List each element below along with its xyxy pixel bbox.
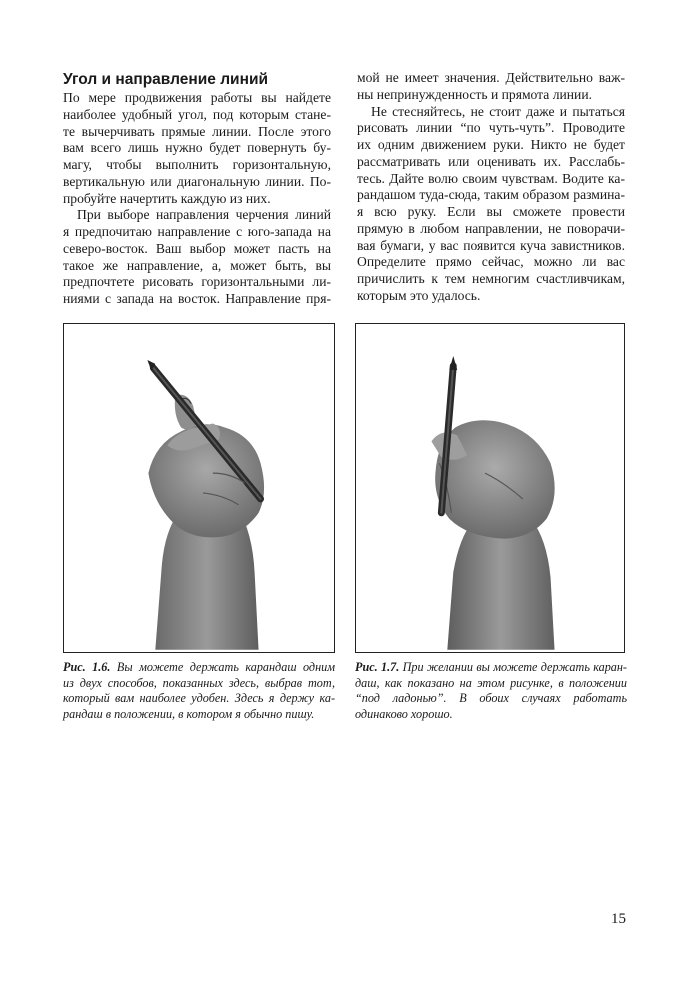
text-line: рандашом туда-сюда, таким образом размина- bbox=[357, 187, 625, 203]
hand-holding-pencil-writing-grip-image bbox=[64, 324, 334, 652]
caption-line: “под ладонью”. В обоих случаях работать bbox=[355, 691, 627, 706]
text-line: Определите прямо сейчас, можно ли вас bbox=[357, 254, 625, 270]
text-line: я предпочитаю направление с юго-запада на bbox=[63, 224, 331, 239]
text-line: ны непринужденность и прямота линии. bbox=[357, 86, 592, 102]
text-line: При выборе направления черчения линий bbox=[77, 207, 331, 223]
text-line: предпочтете рисовать горизонтальными ли- bbox=[63, 274, 331, 290]
text-line: те вычерчивать прямые линии. После этого bbox=[63, 123, 331, 139]
caption-line: рандаш в положении, в котором я обычно пишу. bbox=[63, 706, 315, 721]
text-line: мой не имеет значения. Действительно важ- bbox=[357, 70, 625, 85]
figure-label: Рис. 1.6. bbox=[63, 660, 111, 674]
page-number: 15 bbox=[611, 911, 626, 927]
caption-line: из двух способов, показанных здесь, выбрав тот, bbox=[63, 675, 335, 690]
figure-1-7-caption bbox=[355, 660, 627, 722]
left-column bbox=[63, 70, 331, 308]
left-paragraph-2 bbox=[63, 207, 331, 308]
text-line: тесь. Дайте волю своим чувствам. Водите ка- bbox=[357, 170, 625, 186]
text-line: вая бумаги, у вас появится куча завистников. bbox=[357, 237, 625, 253]
caption-text: При желании вы можете держать каран- bbox=[399, 660, 627, 674]
text-line: пробуйте начертить каждую из них. bbox=[63, 190, 271, 206]
text-line: ниями с запада на восток. Направление пря- bbox=[63, 291, 331, 306]
text-line: магу, чтобы выполнить горизонтальную, bbox=[63, 157, 331, 172]
figure-label: Рис. 1.7. bbox=[355, 660, 400, 674]
caption-line: который вам наиболее удобен. Здесь я держу ка- bbox=[63, 691, 335, 706]
text-line: северо-восток. Ваш выбор может пасть на bbox=[63, 240, 331, 256]
hand-holding-pencil-underhand-grip-image bbox=[356, 324, 624, 652]
text-line: рассматривать или оценивать их. Расслабь- bbox=[357, 153, 625, 169]
right-paragraph-2 bbox=[357, 104, 625, 305]
caption-line bbox=[355, 660, 627, 676]
caption-line bbox=[63, 660, 335, 676]
right-paragraph-1 bbox=[357, 70, 625, 104]
text-line: вам всего лишь нужно будет повернуть бу- bbox=[63, 140, 331, 156]
left-paragraph-1 bbox=[63, 90, 331, 207]
caption-text: Вы можете держать карандаш одним bbox=[110, 660, 335, 674]
figure-1-6-photo bbox=[63, 323, 335, 653]
text-line: прямую в любом направлении, не поворачи- bbox=[357, 220, 625, 236]
text-line: которым это удалось. bbox=[357, 287, 481, 303]
text-line: я всю руку. Если вы сможете провести bbox=[357, 204, 625, 219]
text-line: такое же направление, а, может быть, вы bbox=[63, 257, 331, 273]
caption-line: даш, как показано на этом рисунке, в положении bbox=[355, 675, 627, 690]
text-line: рисовать линии “по чуть-чуть”. Проводите bbox=[357, 120, 625, 136]
right-column bbox=[357, 70, 625, 305]
figure-1-6-caption bbox=[63, 660, 335, 722]
section-heading: Угол и направление линий bbox=[63, 71, 269, 88]
text-line: По мере продвижения работы вы найдете bbox=[63, 90, 331, 105]
text-line: их одним движением руки. Никто не будет bbox=[357, 137, 625, 152]
text-line: наиболее удобный угол, под которым стане- bbox=[63, 106, 331, 122]
caption-line: одинаково хорошо. bbox=[355, 706, 453, 721]
text-line: вертикальную или диагональную линии. По- bbox=[63, 173, 331, 189]
text-line: Не стесняйтесь, не стоит даже и пытаться bbox=[371, 103, 625, 119]
figure-1-7-photo bbox=[355, 323, 625, 653]
text-line: причислить к тем немногим счастливчикам, bbox=[357, 271, 625, 286]
